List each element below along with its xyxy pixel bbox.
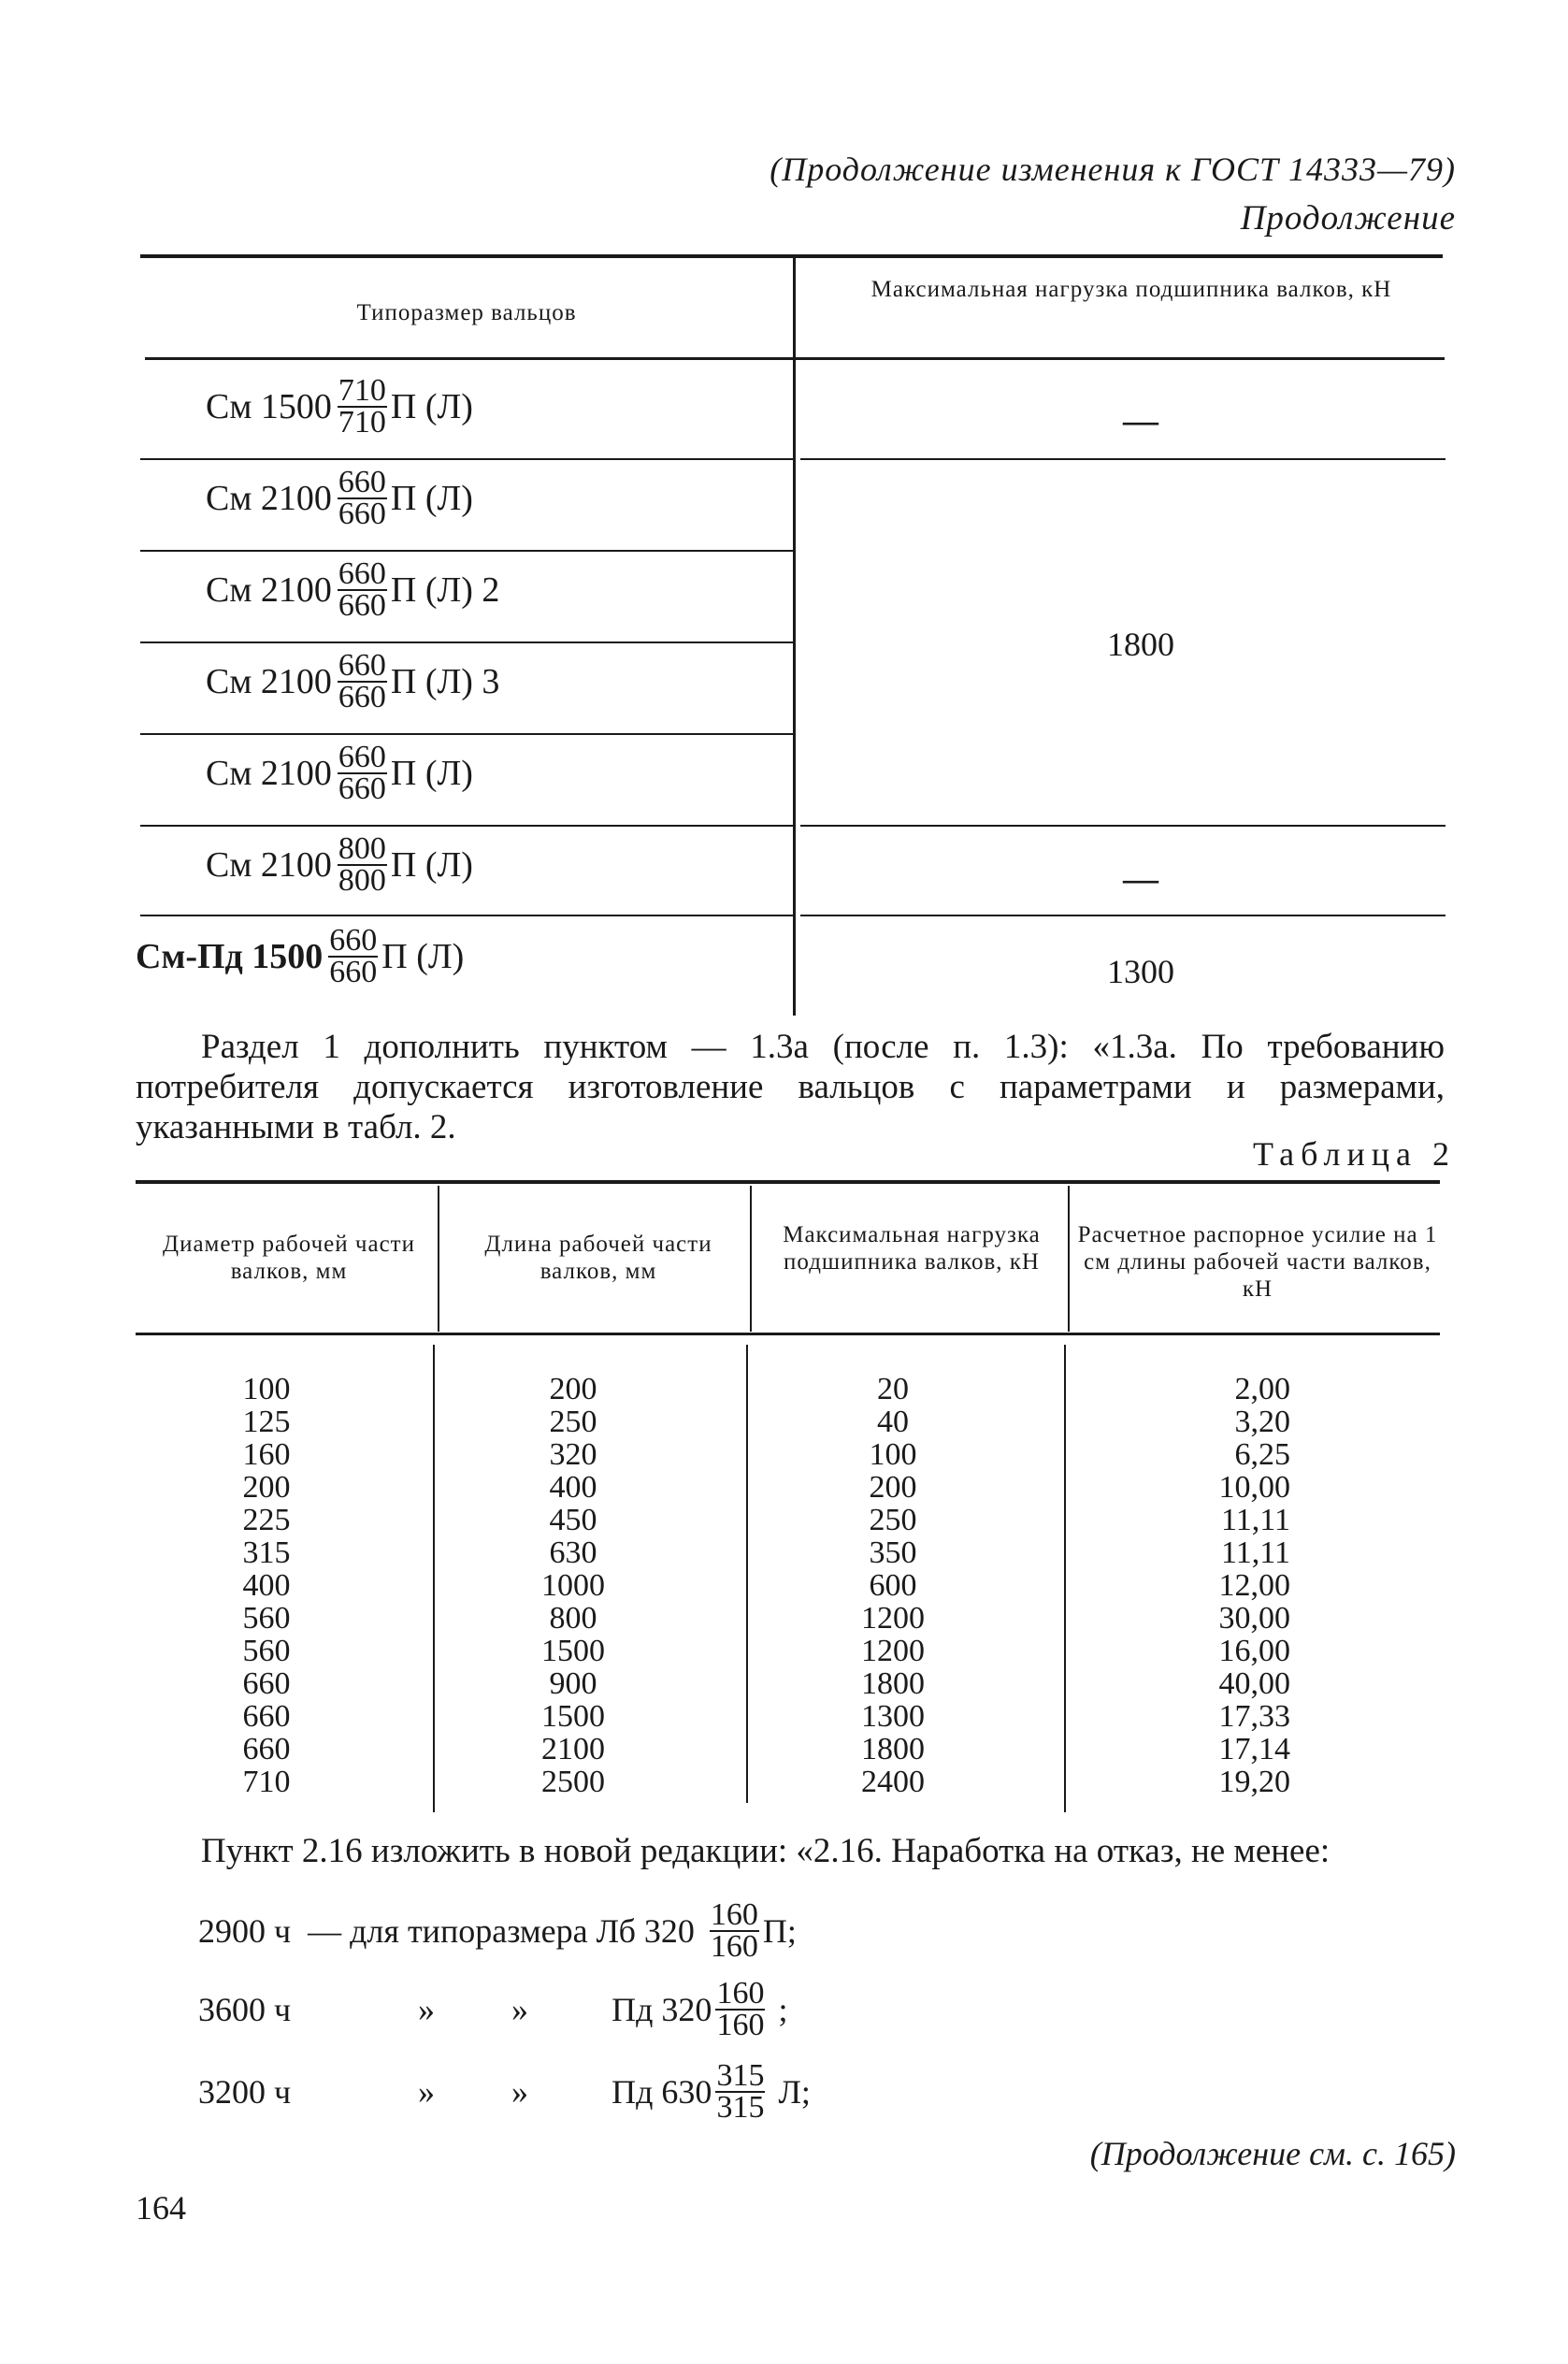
hours-item: 2900 ч — для типоразмера Лб 320 $\frac{160}{160}$ П; (198, 1897, 797, 1964)
table1-header-rule (145, 357, 1445, 360)
table2-cell: 40 (877, 1405, 909, 1439)
table1-value: — (1123, 401, 1158, 440)
table2-cell: 16,00 (1218, 1634, 1290, 1668)
table2-cell: 11,11 (1221, 1535, 1290, 1570)
table2-cell: 2100 (541, 1732, 605, 1766)
fraction: $\frac{660}{660}$ (338, 648, 386, 714)
table1-row-model: См 2100 $\frac{660}{660}$ П (Л) 3 (206, 648, 500, 714)
table2-col-divider (1068, 1186, 1070, 1332)
table2-cell: 17,33 (1218, 1699, 1290, 1734)
table2-load-column (832, 1373, 954, 1798)
table1-column-divider (793, 254, 796, 1016)
table2-col-divider (746, 1345, 748, 1803)
table2-cell: 660 (242, 1699, 291, 1734)
table2-cell: 450 (549, 1503, 597, 1537)
fraction: $\frac{660}{660}$ (338, 465, 386, 531)
continuation-note: (Продолжение см. с. 165) (1089, 2135, 1456, 2172)
table2-header-rule (136, 1333, 1440, 1335)
table2-top-rule (136, 1180, 1440, 1184)
table2-cell: 200 (869, 1470, 917, 1505)
fraction: $\frac{710}{710}$ (338, 373, 386, 440)
continuation-label: Продолжение (1240, 199, 1456, 238)
table1-top-rule (140, 254, 1443, 258)
fraction: $\frac{660}{660}$ (329, 923, 378, 989)
table1-row-model: См 2100 $\frac{800}{800}$ П (Л) (206, 831, 473, 898)
table2-header-load: Максимальная нагрузка подшипника валков, кН (783, 1222, 1041, 1275)
hours-item: 3600 ч » » Пд 320 $\frac{160}{160}$ ; (198, 1976, 788, 2042)
table2-cell: 320 (549, 1437, 597, 1472)
table2-cell: 630 (549, 1535, 597, 1570)
table2-cell: 560 (242, 1634, 291, 1668)
table2-cell: 6,25 (1234, 1437, 1290, 1472)
fraction: $\frac{160}{160}$ (710, 1897, 758, 1964)
table2-cell: 40,00 (1218, 1666, 1290, 1701)
table1-row-model: См 2100 $\frac{660}{660}$ П (Л) (206, 740, 473, 806)
continuation-title: (Продолжение изменения к ГОСТ 14333—79) (770, 151, 1456, 188)
table2-cell: 1800 (861, 1732, 925, 1766)
table2-cell: 200 (242, 1470, 291, 1505)
table1-row-model: См 1500 $\frac{710}{710}$ П (Л) (206, 373, 473, 440)
table2-cell: 2400 (861, 1765, 925, 1799)
table2-header-force: Расчетное распорное усилие на 1 см длины рабочей части валков, кН (1077, 1222, 1438, 1302)
table2-diameter-column (206, 1373, 327, 1798)
table2-cell: 12,00 (1218, 1568, 1290, 1603)
table2-cell: 315 (242, 1535, 291, 1570)
table2-cell: 20 (877, 1372, 909, 1406)
table2-cell: 1000 (541, 1568, 605, 1603)
table2-cell: 100 (242, 1372, 291, 1406)
paragraph-clause-2-16: Пункт 2.16 изложить в новой редакции: «2.16. Наработка на отказ, не менее: (201, 1832, 1331, 1870)
table2-cell: 560 (242, 1601, 291, 1636)
table2-cell: 17,14 (1218, 1732, 1290, 1766)
fraction: $\frac{315}{315}$ (716, 2058, 765, 2125)
table2-cell: 1800 (861, 1666, 925, 1701)
table2-header-diameter: Диаметр рабочей части валков, мм (163, 1232, 415, 1284)
table2-cell: 350 (869, 1535, 917, 1570)
table2-cell: 710 (242, 1765, 291, 1799)
table1-col2-header: Максимальная нагрузка подшипника валков, кН (870, 277, 1392, 302)
table1-row-model: См-Пд 1500 $\frac{660}{660}$ П (Л) (136, 923, 465, 989)
table2-cell: 11,11 (1221, 1503, 1290, 1537)
table1-value: — (1123, 859, 1158, 899)
table2-cell: 800 (549, 1601, 597, 1636)
table2-cell: 660 (242, 1732, 291, 1766)
table1-row-rule (140, 915, 793, 916)
table1-row-model: См 2100 $\frac{660}{660}$ П (Л) 2 (206, 556, 500, 623)
table2-caption: Таблица 2 (1253, 1135, 1456, 1173)
table2-cell: 30,00 (1218, 1601, 1290, 1636)
table1-value-rule (800, 825, 1446, 827)
fraction: $\frac{800}{800}$ (338, 831, 386, 898)
table1-row-model: См 2100 $\frac{660}{660}$ П (Л) (206, 465, 473, 531)
table2-cell: 3,20 (1234, 1405, 1290, 1439)
table2-cell: 600 (869, 1568, 917, 1603)
fraction: $\frac{660}{660}$ (338, 556, 386, 623)
table2-header-length: Длина рабочей части валков, мм (484, 1232, 712, 1284)
table2-col-divider (750, 1186, 752, 1332)
table2-cell: 160 (242, 1437, 291, 1472)
table2-cell: 1500 (541, 1634, 605, 1668)
table2-cell: 100 (869, 1437, 917, 1472)
table1-row-rule (140, 641, 793, 643)
table1-value: 1300 (1107, 953, 1174, 990)
table1-col1-header: Типоразмер вальцов (356, 300, 577, 325)
table2-cell: 1500 (541, 1699, 605, 1734)
table2-cell: 2,00 (1234, 1372, 1290, 1406)
table2-force-column (1155, 1373, 1290, 1798)
table2-cell: 1300 (861, 1699, 925, 1734)
table2-cell: 250 (549, 1405, 597, 1439)
table2-cell: 2500 (541, 1765, 605, 1799)
fraction: $\frac{160}{160}$ (716, 1976, 765, 2042)
table2-cell: 400 (549, 1470, 597, 1505)
table2-cell: 400 (242, 1568, 291, 1603)
page-number: 164 (136, 2189, 186, 2227)
table2-cell: 200 (549, 1372, 597, 1406)
table1-row-rule (140, 733, 793, 735)
table2-cell: 900 (549, 1666, 597, 1701)
fraction: $\frac{660}{660}$ (338, 740, 386, 806)
table2-cell: 10,00 (1218, 1470, 1290, 1505)
table2-cell: 1200 (861, 1634, 925, 1668)
table2-cell: 225 (242, 1503, 291, 1537)
table2-cell: 660 (242, 1666, 291, 1701)
table2-cell: 19,20 (1218, 1765, 1290, 1799)
table1-row-rule (140, 825, 793, 827)
table1-value-rule (800, 458, 1446, 460)
table2-cell: 125 (242, 1405, 291, 1439)
table2-col-divider (438, 1186, 439, 1332)
table2-col-divider (433, 1345, 435, 1812)
table2-cell: 250 (869, 1503, 917, 1537)
paragraph-section1: Раздел 1 дополнить пунктом — 1.3а (после п. 1.3): «1.3а. По требованию потребителя допускается изготовление вальцов с параметрами и размерами, указанными в табл. 2. (136, 1028, 1445, 1146)
table1-value-rule (800, 915, 1446, 916)
table2-length-column (512, 1373, 634, 1798)
table1-row-rule (140, 550, 793, 552)
table1-value: 1800 (1107, 626, 1174, 663)
table2-col-divider (1064, 1345, 1066, 1812)
table1-row-rule (140, 458, 793, 460)
hours-item: 3200 ч » » Пд 630 $\frac{315}{315}$ Л; (198, 2058, 811, 2125)
table2-cell: 1200 (861, 1601, 925, 1636)
